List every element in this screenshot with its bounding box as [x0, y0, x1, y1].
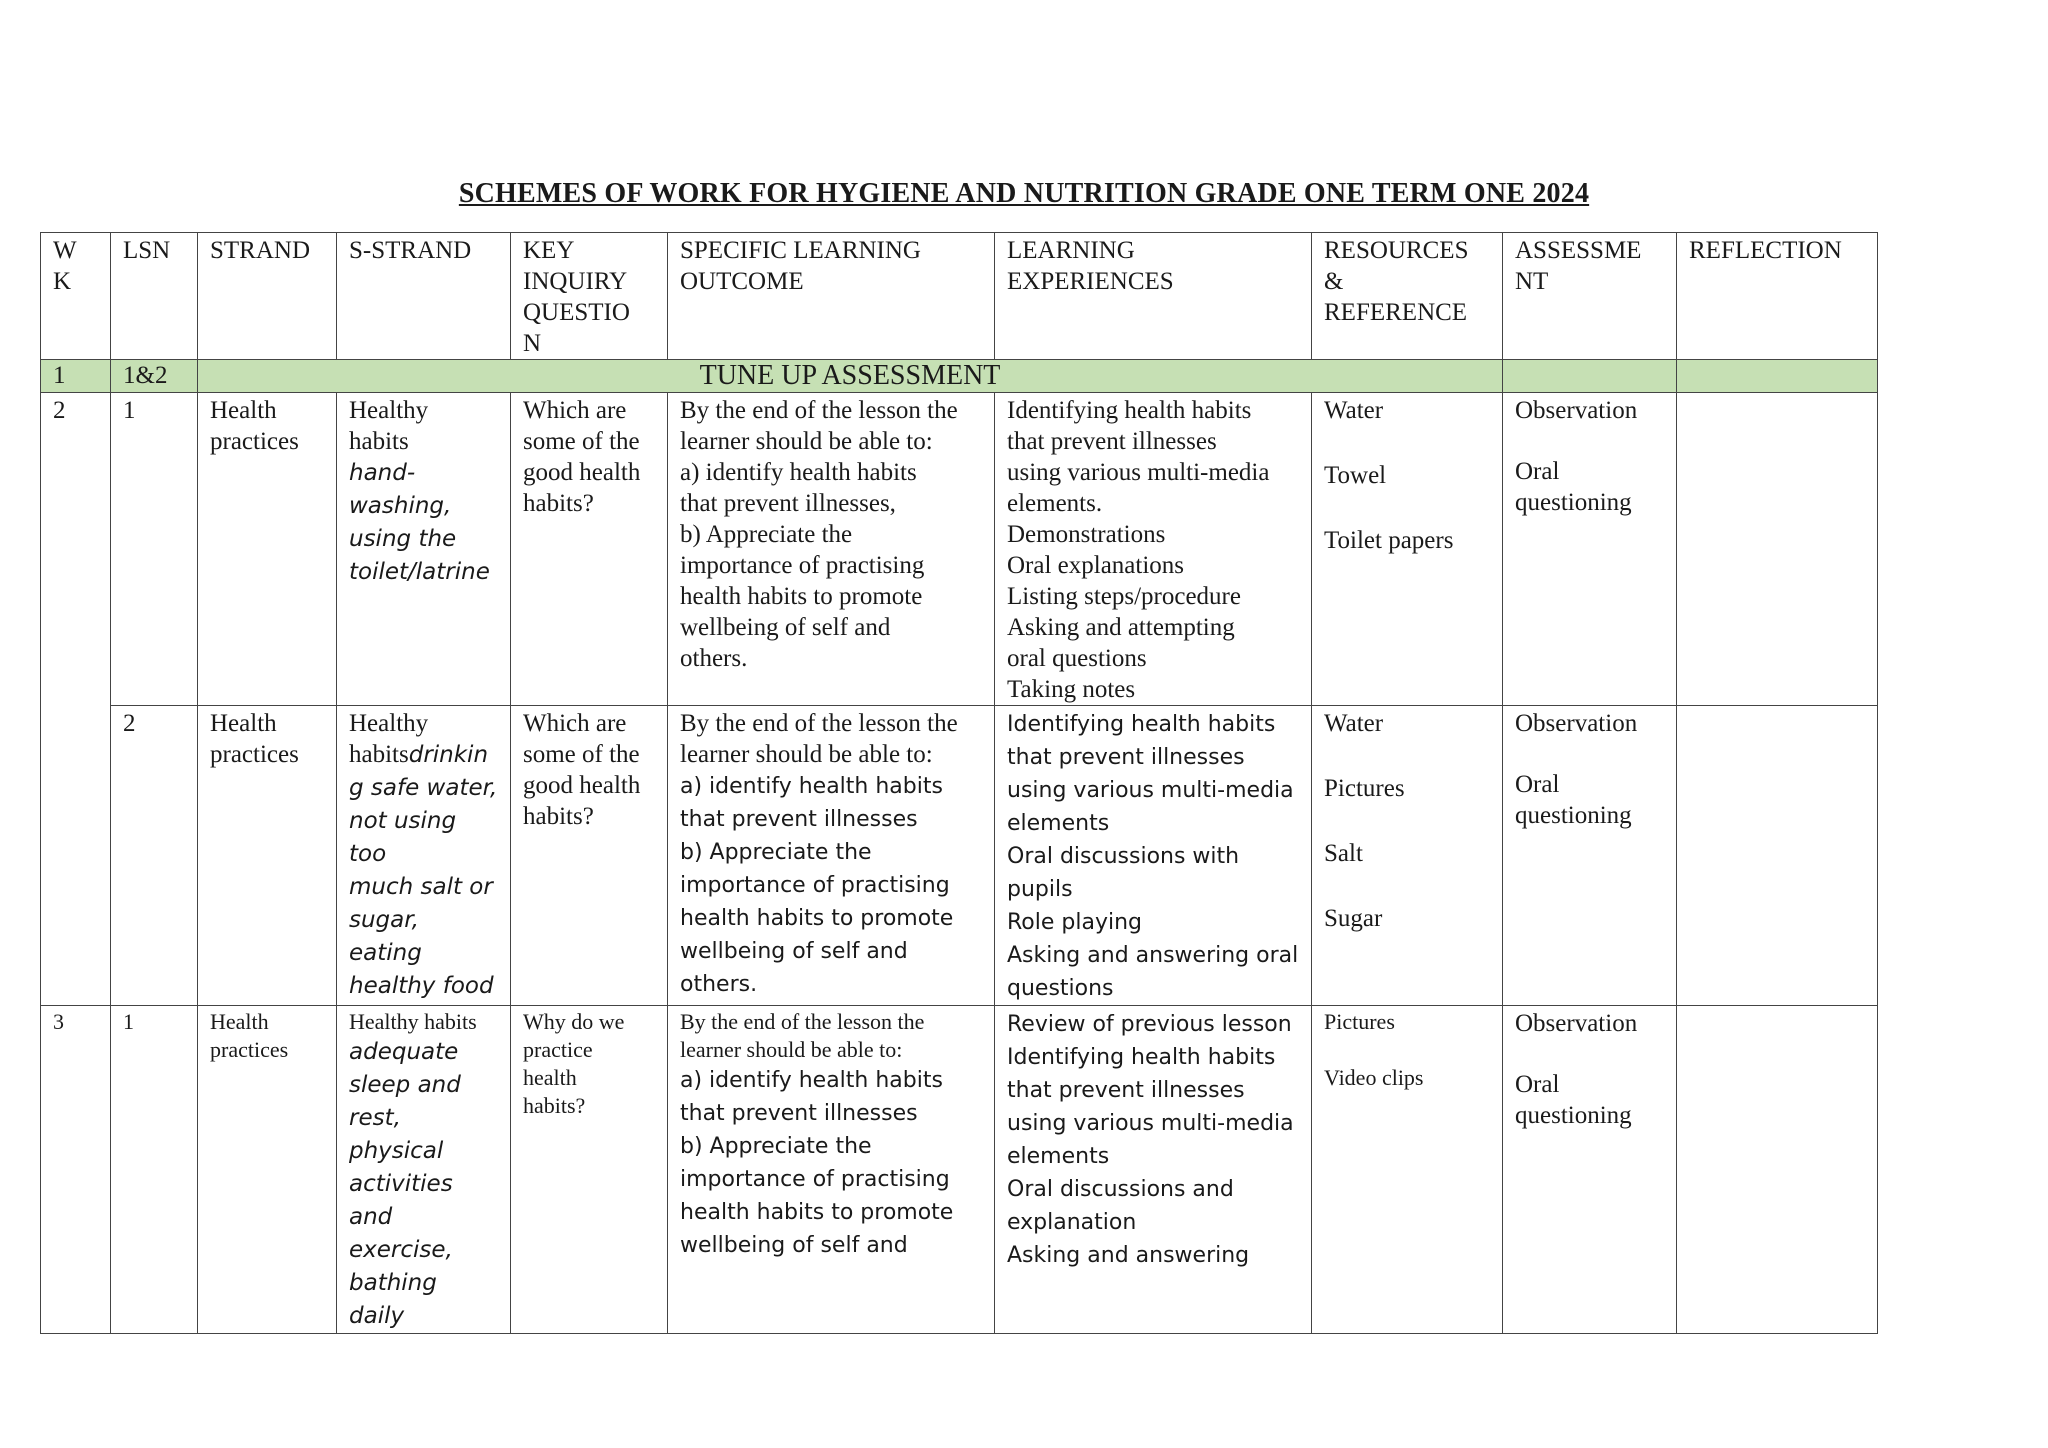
assessment-cell: Observation Oral questioning	[1503, 393, 1677, 706]
tune-up-lesson: 1&2	[111, 360, 198, 393]
sub-strand-cell: Healthy habits adequate sleep and rest, physical activities and exercise, bathing daily	[337, 1006, 511, 1334]
key-question-cell: Which are some of the good health habits?	[511, 393, 668, 706]
strand-cell: Health practices	[198, 1006, 337, 1334]
reflection-cell	[1677, 706, 1878, 1006]
tune-up-assessment	[1503, 360, 1677, 393]
header-key-inquiry-question: KEY INQUIRY QUESTIO N	[511, 233, 668, 360]
header-lesson: LSN	[111, 233, 198, 360]
reflection-cell	[1677, 1006, 1878, 1334]
header-strand: STRAND	[198, 233, 337, 360]
lesson-cell: 2	[111, 706, 198, 1006]
tune-up-reflection	[1677, 360, 1878, 393]
outcome-cell: By the end of the lesson the learner should be able to: a) identify health habits that prevent illnesses b) Appreciate the importance of practising health habits to promote wellbeing of self and	[668, 1006, 995, 1334]
strand-cell: Health practices	[198, 393, 337, 706]
week-cell: 3	[41, 1006, 111, 1334]
table-row	[41, 1006, 1878, 1334]
table-row	[41, 393, 1878, 706]
resources-cell: Water Pictures Salt Sugar	[1312, 706, 1503, 1006]
sub-strand-cell: Healthy habitsdrinkin g safe water, not using too much salt or sugar, eating healthy food	[337, 706, 511, 1006]
page-title: SCHEMES OF WORK FOR HYGIENE AND NUTRITION GRADE ONE TERM ONE 2024	[458, 178, 1590, 209]
resources-cell: Water Towel Toilet papers	[1312, 393, 1503, 706]
resources-cell: Pictures Video clips	[1312, 1006, 1503, 1334]
tune-up-week: 1	[41, 360, 111, 393]
header-learning-experiences: LEARNING EXPERIENCES	[995, 233, 1312, 360]
outcome-cell: By the end of the lesson the learner should be able to: a) identify health habits that prevent illnesses, b) Appreciate the importance of practising health habits to promote wellbeing of self and others.	[668, 393, 995, 706]
header-specific-learning-outcome: SPECIFIC LEARNING OUTCOME	[668, 233, 995, 360]
tune-up-label: TUNE UP ASSESSMENT	[198, 360, 1503, 393]
experiences-cell: Review of previous lesson Identifying health habits that prevent illnesses using various multi-media elements Oral discussions and explanation Asking and answering	[995, 1006, 1312, 1334]
key-question-cell: Why do we practice health habits?	[511, 1006, 668, 1334]
assessment-cell: Observation Oral questioning	[1503, 1006, 1677, 1334]
strand-cell: Health practices	[198, 706, 337, 1006]
header-row	[41, 233, 1878, 360]
header-assessment: ASSESSME NT	[1503, 233, 1677, 360]
header-week: W K	[41, 233, 111, 360]
key-question-cell: Which are some of the good health habits?	[511, 706, 668, 1006]
table-row	[41, 706, 1878, 1006]
scheme-of-work-table	[40, 232, 1878, 1334]
sub-strand-cell: Healthy habits hand- washing, using the toilet/latrine	[337, 393, 511, 706]
header-reflection: REFLECTION	[1677, 233, 1878, 360]
header-sub-strand: S-STRAND	[337, 233, 511, 360]
outcome-cell: By the end of the lesson the learner should be able to: a) identify health habits that prevent illnesses b) Appreciate the importance of practising health habits to promote wellbeing of self and others.	[668, 706, 995, 1006]
assessment-cell: Observation Oral questioning	[1503, 706, 1677, 1006]
week-cell: 2	[41, 393, 111, 1006]
tune-up-row	[41, 360, 1878, 393]
lesson-cell: 1	[111, 393, 198, 706]
lesson-cell: 1	[111, 1006, 198, 1334]
reflection-cell	[1677, 393, 1878, 706]
experiences-cell: Identifying health habits that prevent illnesses using various multi-media elements. Demonstrations Oral explanations Listing steps/procedure Asking and attempting oral questions Taking notes	[995, 393, 1312, 706]
header-resources: RESOURCES & REFERENCE	[1312, 233, 1503, 360]
experiences-cell: Identifying health habits that prevent illnesses using various multi-media elements Oral discussions with pupils Role playing Asking and answering oral questions	[995, 706, 1312, 1006]
